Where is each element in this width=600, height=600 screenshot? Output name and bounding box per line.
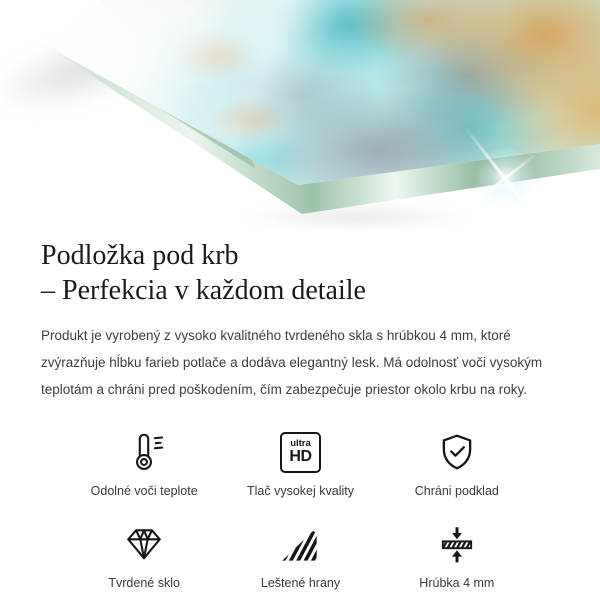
title-line-1: Podložka pod krb <box>41 240 239 271</box>
feature-tempered-glass <box>66 521 222 591</box>
feature-label: Tvrdené sklo <box>108 576 180 590</box>
title-line-2: – Perfekcia v každom detaile <box>41 275 366 306</box>
thermometer-icon <box>123 429 165 475</box>
product-description-text: Produkt je vyrobený z vysoko kvalitného tvrdeného skla s hrúbkou 4 mm, ktoré zvýrazňuje hĺbku farieb potlače a dodáva elegantný lesk. Má odolnosť voči vysokým teplotám a chráni pred poškodením, čím zabezpečuje priestor okolo krbu na roky. <box>41 328 543 397</box>
ultra-hd-icon <box>280 429 321 475</box>
feature-label: Chráni podklad <box>414 484 499 498</box>
feature-heat-resistant <box>66 429 222 499</box>
feature-label: Leštené hrany <box>260 576 341 590</box>
page-title <box>41 238 560 308</box>
product-description-section <box>0 230 600 591</box>
feature-protects-base <box>379 429 535 499</box>
feature-grid <box>66 429 535 591</box>
diamond-icon <box>123 521 165 567</box>
feature-label: Odolné voči teplote <box>90 484 198 498</box>
feature-label: Tlač vysokej kvality <box>247 484 354 498</box>
feature-label: Hrúbka 4 mm <box>419 576 495 590</box>
product-photo <box>0 0 600 230</box>
ultra-hd-text-bottom: HD <box>289 447 312 465</box>
feature-thickness <box>379 521 535 591</box>
ultra-hd-text-top: ultra <box>290 438 311 450</box>
feature-polished-edges <box>222 521 378 591</box>
thickness-icon <box>436 521 478 567</box>
feature-print-quality <box>222 429 378 499</box>
shield-check-icon <box>436 429 478 475</box>
polished-edges-icon <box>279 521 321 567</box>
